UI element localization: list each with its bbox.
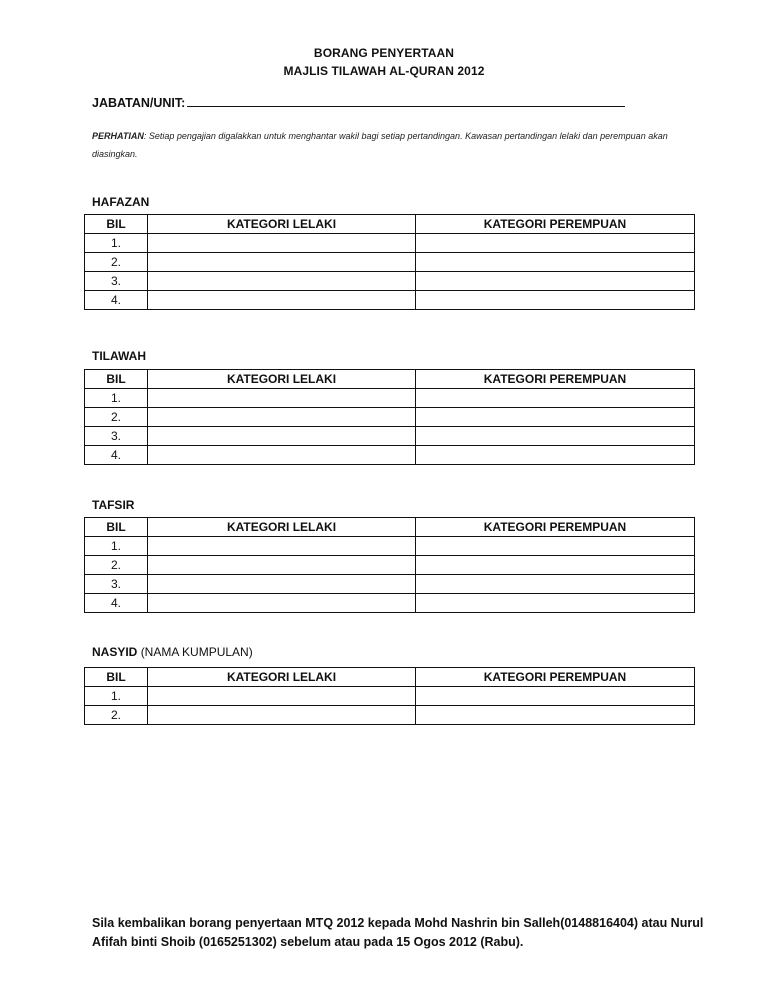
section-title-hafazan — [92, 195, 149, 209]
female-entry-cell[interactable] — [416, 253, 695, 272]
female-entry-cell[interactable] — [416, 537, 695, 556]
row-number: 2. — [85, 706, 148, 725]
female-entry-cell[interactable] — [416, 408, 695, 427]
table-row — [85, 234, 695, 253]
jabatan-label: JABATAN/UNIT: — [92, 96, 186, 110]
section-title-text: HAFAZAN — [92, 195, 150, 209]
table-row — [85, 389, 695, 408]
section-title-text: TILAWAH — [92, 349, 146, 363]
table-row — [85, 427, 695, 446]
female-entry-cell[interactable] — [416, 427, 695, 446]
male-entry-cell[interactable] — [148, 446, 416, 465]
col-header-female: KATEGORI PEREMPUAN — [416, 518, 695, 537]
row-number: 3. — [85, 272, 148, 291]
notice — [92, 127, 692, 163]
table-row — [85, 706, 695, 725]
table-row — [85, 575, 695, 594]
female-entry-cell[interactable] — [416, 594, 695, 613]
table-tilawah — [84, 369, 695, 465]
table-row — [85, 253, 695, 272]
female-entry-cell[interactable] — [416, 389, 695, 408]
col-header-male: KATEGORI LELAKI — [148, 370, 416, 389]
col-header-female: KATEGORI PEREMPUAN — [416, 215, 695, 234]
notice-text: : Setiap pengajian digalakkan untuk menghantar wakil bagi setiap pertandingan. Kawasan pertandingan lelaki dan perempuan akan diasingkan. — [92, 131, 668, 159]
row-number: 2. — [85, 556, 148, 575]
col-header-male: KATEGORI LELAKI — [148, 668, 416, 687]
table-nasyid — [84, 667, 695, 725]
row-number: 4. — [85, 594, 148, 613]
row-number: 4. — [85, 446, 148, 465]
female-entry-cell[interactable] — [416, 291, 695, 310]
row-number: 1. — [85, 537, 148, 556]
row-number: 3. — [85, 575, 148, 594]
male-entry-cell[interactable] — [148, 291, 416, 310]
table-row — [85, 556, 695, 575]
male-entry-cell[interactable] — [148, 575, 416, 594]
male-entry-cell[interactable] — [148, 537, 416, 556]
table-header-row — [85, 370, 695, 389]
row-number: 2. — [85, 253, 148, 272]
row-number: 4. — [85, 291, 148, 310]
female-entry-cell[interactable] — [416, 687, 695, 706]
notice-label: PERHATIAN — [92, 131, 144, 141]
col-header-male: KATEGORI LELAKI — [148, 518, 416, 537]
form-title: BORANG PENYERTAAN — [313, 46, 455, 60]
col-header-bil: BIL — [85, 668, 148, 687]
table-row — [85, 594, 695, 613]
male-entry-cell[interactable] — [148, 272, 416, 291]
table-header-row — [85, 518, 695, 537]
row-number: 3. — [85, 427, 148, 446]
table-row — [85, 408, 695, 427]
male-entry-cell[interactable] — [148, 389, 416, 408]
table-row — [85, 272, 695, 291]
row-number: 2. — [85, 408, 148, 427]
male-entry-cell[interactable] — [148, 427, 416, 446]
col-header-female: KATEGORI PEREMPUAN — [416, 668, 695, 687]
male-entry-cell[interactable] — [148, 594, 416, 613]
col-header-bil: BIL — [85, 215, 148, 234]
section-title-text: TAFSIR — [92, 498, 135, 512]
male-entry-cell[interactable] — [148, 234, 416, 253]
section-subtitle: (NAMA KUMPULAN) — [140, 645, 253, 659]
female-entry-cell[interactable] — [416, 234, 695, 253]
table-header-row — [85, 215, 695, 234]
table-row — [85, 687, 695, 706]
col-header-male: KATEGORI LELAKI — [148, 215, 416, 234]
female-entry-cell[interactable] — [416, 556, 695, 575]
col-header-bil: BIL — [85, 370, 148, 389]
female-entry-cell[interactable] — [416, 706, 695, 725]
table-tafsir — [84, 517, 695, 613]
col-header-bil: BIL — [85, 518, 148, 537]
row-number: 1. — [85, 234, 148, 253]
female-entry-cell[interactable] — [416, 575, 695, 594]
male-entry-cell[interactable] — [148, 687, 416, 706]
section-title-nasyid — [92, 645, 253, 659]
form-subtitle: MAJLIS TILAWAH AL-QURAN 2012 — [283, 64, 485, 78]
female-entry-cell[interactable] — [416, 446, 695, 465]
male-entry-cell[interactable] — [148, 556, 416, 575]
row-number: 1. — [85, 389, 148, 408]
jabatan-field — [92, 95, 625, 110]
male-entry-cell[interactable] — [148, 706, 416, 725]
section-title-tafsir — [92, 498, 134, 512]
table-header-row — [85, 668, 695, 687]
male-entry-cell[interactable] — [148, 253, 416, 272]
table-row — [85, 446, 695, 465]
male-entry-cell[interactable] — [148, 408, 416, 427]
jabatan-input-line[interactable] — [187, 95, 625, 107]
row-number: 1. — [85, 687, 148, 706]
table-row — [85, 537, 695, 556]
col-header-female: KATEGORI PEREMPUAN — [416, 370, 695, 389]
section-title-tilawah — [92, 349, 146, 363]
female-entry-cell[interactable] — [416, 272, 695, 291]
footer-instructions: Sila kembalikan borang penyertaan MTQ 2012 kepada Mohd Nashrin bin Salleh(0148816404) atau Nurul Afifah binti Shoib (0165251302) sebelum atau pada 15 Ogos 2012 (Rabu). — [92, 916, 704, 949]
section-title-text: NASYID — [92, 645, 138, 659]
table-hafazan — [84, 214, 695, 310]
table-row — [85, 291, 695, 310]
